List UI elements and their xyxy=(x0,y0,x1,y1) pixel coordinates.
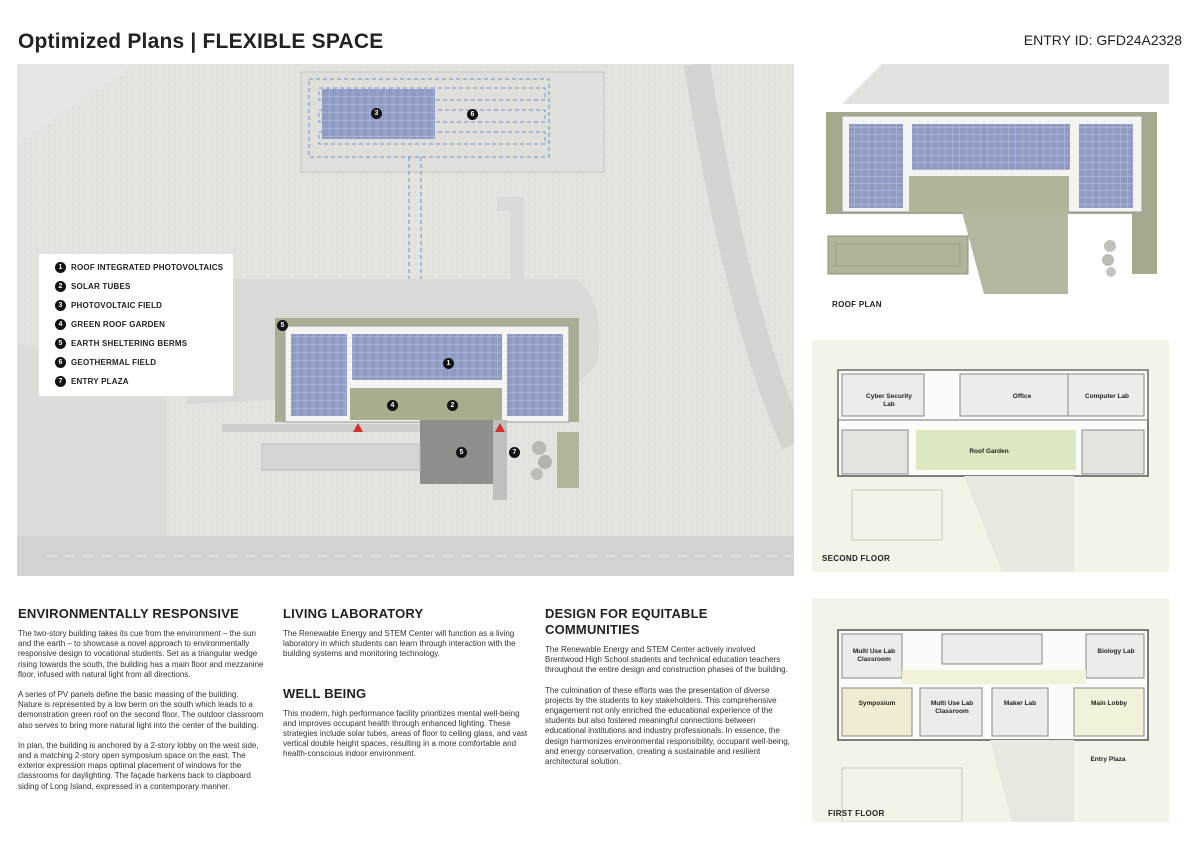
legend-item: 3 PHOTOVOLTAIC FIELD xyxy=(55,300,162,311)
second-floor-label: SECOND FLOOR xyxy=(822,554,891,563)
room-label: Roof Garden xyxy=(969,448,1009,455)
section-paragraph: The Renewable Energy and STEM Center actively involved Brentwood High School students and technical education teachers throughout the entire design and construction phases of the building. xyxy=(545,645,788,675)
legend xyxy=(39,254,233,396)
site-marker: 5 xyxy=(456,447,467,458)
room-label: Biology Lab xyxy=(1097,648,1135,655)
section-paragraph: This modern, high performance facility prioritizes mental well-being and improves occupant health through enhanced lighting. These strategies include solar tubes, areas of floor to ceiling glass, and vast vertical double height spaces, resulting in a more comfortable and health-conscious indoor environment. xyxy=(283,708,528,759)
roof-plan-drawing xyxy=(812,64,1169,294)
room-label: Maker Lab xyxy=(1003,700,1037,707)
section-heading: DESIGN FOR EQUITABLE COMMUNITIES xyxy=(545,606,708,637)
room-label: Entry Plaza xyxy=(1090,756,1126,763)
legend-item: 6 GEOTHERMAL FIELD xyxy=(55,357,156,368)
second-floor-plan xyxy=(812,340,1169,572)
legend-item: 4 GREEN ROOF GARDEN xyxy=(55,319,165,330)
site-marker: 7 xyxy=(509,447,520,458)
legend-item: 1 ROOF INTEGRATED PHOTOVOLTAICS xyxy=(55,262,223,273)
section-living-laboratory xyxy=(283,606,528,770)
section-heading: WELL BEING xyxy=(283,685,367,701)
first-floor-drawing xyxy=(812,598,1169,822)
section-heading: LIVING LABORATORY xyxy=(283,606,424,621)
section-paragraph: In plan, the building is anchored by a 2-story lobby on the west side, and a matching 2-story open symposium space on the east. The exterior expression maps optimal placement of windows for the classrooms for daylighting. The façade harkens back to clapboard siding of Long Island, expressed in a contemporary manner. xyxy=(18,740,259,791)
second-floor-drawing xyxy=(812,340,1169,572)
first-floor-label: FIRST FLOOR xyxy=(828,809,885,818)
room-label: Cyber Security Lab xyxy=(866,393,912,408)
section-equitable-communities xyxy=(545,606,795,777)
site-marker: 2 xyxy=(447,400,458,411)
room-label: Computer Lab xyxy=(1084,393,1130,400)
site-marker: 3 xyxy=(371,108,382,119)
section-paragraph: A series of PV panels define the basic massing of the building. Nature is represented by a low berm on the south which leads to a demonstration green roof on the second floor. The outdoor classroom also serves to bring more natural light into the center of the building. xyxy=(18,690,264,730)
section-heading: ENVIRONMENTALLY RESPONSIVE xyxy=(18,606,239,621)
room-label: Main Lobby xyxy=(1090,700,1128,707)
legend-item: 7 ENTRY PLAZA xyxy=(55,376,129,387)
legend-item: 2 SOLAR TUBES xyxy=(55,281,131,292)
room-label: Multi Use Lab Classroom xyxy=(930,700,974,715)
first-floor-plan xyxy=(812,598,1169,822)
site-marker: 1 xyxy=(443,358,454,369)
site-marker: 5 xyxy=(277,320,288,331)
room-label: Multi Use Lab Classroom xyxy=(852,648,896,663)
page-title: Optimized Plans | FLEXIBLE SPACE xyxy=(18,30,384,53)
legend-item: 5 EARTH SHELTERING BERMS xyxy=(55,338,187,349)
section-paragraph: The two-story building takes its cue from the environment – the sun and the earth – to showcase a novel approach to environmentally responsive design to vocational students. Set as a triangular wedge rising towards the south, the building has a main floor and mezzanine floor, infused with natural light from all directions. xyxy=(18,629,264,679)
section-paragraph: The culmination of these efforts was the presentation of diverse projects by the students to key stakeholders. This comprehensive engagement not only enriched the educational experience of the students but also fostered meaningful connections between educational institutions and industry professionals. In essence, the design harmonizes environmental responsibility, occupant well-being, and energy conservation, creating a sustainable and resilient architectural solution. xyxy=(545,685,790,767)
site-marker: 6 xyxy=(467,109,478,120)
roof-plan-label: ROOF PLAN xyxy=(832,300,882,309)
section-environmentally-responsive xyxy=(18,606,264,802)
roof-plan xyxy=(812,64,1169,314)
entry-id: ENTRY ID: GFD24A2328 xyxy=(1023,32,1182,48)
site-marker: 4 xyxy=(387,400,398,411)
room-label: Office xyxy=(1012,393,1032,400)
section-paragraph: The Renewable Energy and STEM Center will function as a living laboratory in which students can learn through interaction with the building systems and monitoring technology. xyxy=(283,629,516,659)
room-label: Symposium xyxy=(858,700,896,707)
